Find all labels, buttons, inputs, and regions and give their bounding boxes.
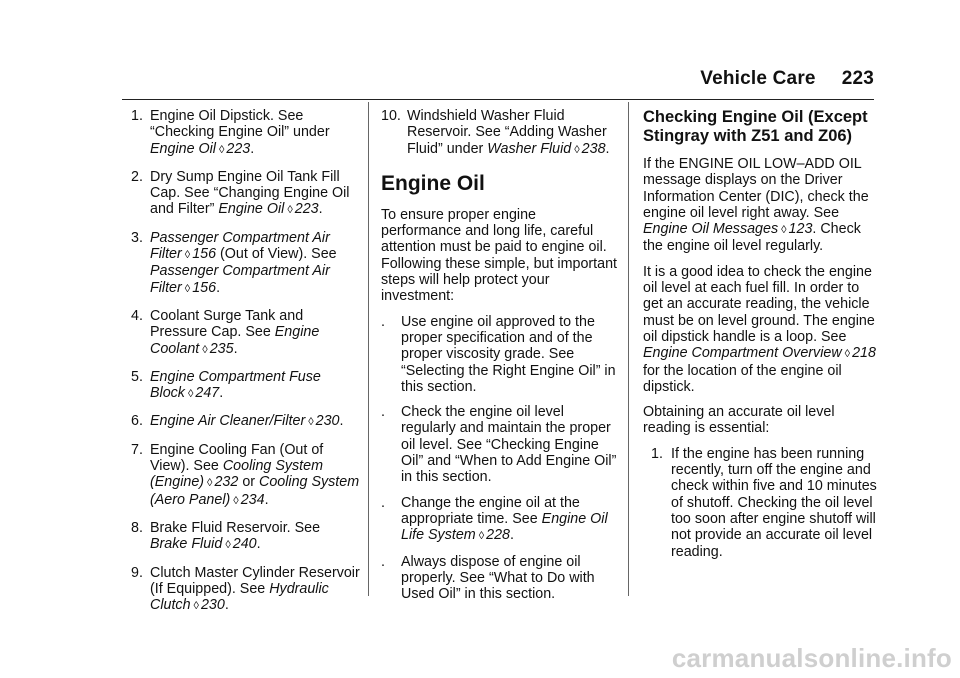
item-text: Passenger Compartment Air Filter ◊ 156 (Out of View). See Passenger Compartment Air Filter ◊ 156. — [150, 229, 337, 296]
bullet-item — [381, 404, 617, 485]
header-rule — [122, 99, 874, 100]
bullet-item — [381, 495, 617, 545]
cross-reference: Engine Oil Messages — [643, 221, 779, 238]
item-number: 4. — [131, 307, 143, 324]
item-number: . — [381, 494, 385, 511]
page-reference-number: 232 — [214, 474, 239, 491]
page-reference-number: 230 — [200, 597, 225, 614]
item-number: . — [381, 313, 385, 330]
watermark: carmanualsonline.info — [671, 643, 952, 673]
item-text: Engine Oil Dipstick. See “Checking Engine Oil” under Engine Oil ◊ 223. — [150, 108, 330, 157]
item-number: 1. — [131, 108, 143, 124]
page-reference-number: 247 — [195, 385, 220, 402]
page-reference-icon: ◊ — [574, 143, 580, 156]
callout-list — [131, 108, 361, 614]
cross-reference: Cooling System (Engine) — [150, 458, 323, 491]
page-reference-number: 156 — [192, 246, 217, 263]
cross-reference: Engine Oil — [218, 201, 285, 218]
page-reference-icon: ◊ — [184, 249, 191, 262]
callout-text: Windshield Washer Fluid Reservoir. See “Adding Washer Fluid” under Washer Fluid ◊ 238. — [407, 108, 610, 157]
section-heading: Engine Oil — [381, 171, 485, 195]
step-item — [651, 446, 879, 560]
cross-reference: Brake Fluid — [150, 536, 223, 553]
item-number: 2. — [131, 168, 143, 185]
page-reference-number: 123 — [788, 221, 813, 238]
callout-number: 10. — [381, 108, 401, 124]
column-divider-1 — [368, 102, 369, 596]
page-reference-icon: ◊ — [202, 343, 208, 356]
item-text: Coolant Surge Tank and Pressure Cap. See Engine Coolant ◊ 235. — [150, 307, 320, 357]
item-text: Clutch Master Cylinder Reservoir (If Equipped). See Hydraulic Clutch ◊ 230. — [150, 564, 360, 614]
page-reference-icon: ◊ — [184, 282, 191, 295]
item-text: Dry Sump Engine Oil Tank Fill Cap. See “Changing Engine Oil and Filter” Engine Oil ◊ 223. — [150, 168, 350, 218]
item-text: Engine Cooling Fan (Out of View). See Cooling System (Engine) ◊ 232 or Cooling System (Aero Panel) ◊ 234. — [150, 441, 360, 508]
page-reference-number: 240 — [232, 536, 257, 553]
page-reference-icon: ◊ — [218, 143, 225, 156]
callout-item — [131, 230, 361, 297]
callout-item — [131, 308, 361, 358]
section-title: Vehicle Care — [700, 68, 816, 89]
page-reference-icon: ◊ — [844, 348, 851, 361]
item-number: . — [381, 553, 385, 570]
cross-reference: Passenger Compartment Air Filter — [150, 229, 330, 263]
page-reference-number: 234 — [240, 491, 265, 508]
page-reference-number: 228 — [486, 527, 510, 544]
paragraph: Obtaining an accurate oil level reading is essential: — [643, 404, 835, 437]
callout-item-10 — [381, 108, 617, 158]
cross-reference: Passenger Compartment Air Filter — [150, 263, 330, 296]
page-reference-number: 238 — [581, 140, 606, 157]
step-list — [643, 446, 879, 560]
item-number: 5. — [131, 368, 143, 385]
bullet-item — [381, 314, 617, 395]
callout-item — [131, 442, 361, 509]
cross-reference: Hydraulic Clutch — [150, 580, 329, 614]
item-text: Check the engine oil level regularly and maintain the proper oil level. See “Checking Engine Oil” and “When to Add Engine Oil” in this section. — [401, 404, 617, 486]
paragraph: If the ENGINE OIL LOW–ADD OIL message displays on the Driver Information Center (DIC), check the engine oil level right away. See Engine Oil Messages ◊ 123. Check the engine oil level regularly. — [643, 156, 869, 255]
column-1 — [131, 108, 361, 625]
callout-item — [131, 520, 361, 554]
page-reference-number: 230 — [315, 413, 340, 430]
bullet-list — [381, 314, 617, 603]
page-reference-number: 218 — [852, 345, 876, 362]
paragraphs — [643, 156, 879, 437]
page-reference-icon: ◊ — [781, 224, 787, 237]
intro-paragraph: To ensure proper engine performance and long life, careful attention must be paid to engine oil. Following these simple, but important steps will help protect your investment: — [381, 206, 618, 305]
callout-item — [131, 565, 361, 615]
page-reference-icon: ◊ — [193, 600, 199, 613]
page-number: 223 — [841, 68, 874, 89]
item-text: If the engine has been running recently, turn off the engine and check within five and 10 minutes of shutoff. Checking the oil level too soon after engine shutoff will not provide an accurate oil level reading. — [671, 445, 877, 560]
page-reference-icon: ◊ — [225, 539, 231, 552]
item-number: 6. — [131, 413, 143, 430]
bullet-item — [381, 554, 617, 603]
item-text: Engine Compartment Fuse Block ◊ 247. — [150, 368, 321, 402]
page-reference-icon: ◊ — [207, 477, 213, 490]
callout-item — [131, 413, 361, 430]
page-reference-icon: ◊ — [187, 388, 194, 401]
cross-reference: Engine Oil Life System — [401, 510, 608, 544]
page-reference-icon: ◊ — [287, 204, 293, 217]
paragraph: It is a good idea to check the engine oil level at each fuel fill. In order to get an accurate reading, the vehicle must be on level ground. The engine oil dipstick handle is a loop. See Engine Compartment Overview ◊ 218 for the location of the engine oil dipstick. — [643, 263, 876, 395]
cross-reference: Engine Compartment Fuse Block — [150, 368, 321, 402]
column-2 — [381, 108, 617, 611]
item-number: . — [381, 404, 385, 421]
item-text: Always dispose of engine oil properly. See “What to Do with Used Oil” in this section. — [401, 553, 595, 603]
item-text: Use engine oil approved to the proper specification and of the proper viscosity grade. See “Selecting the Right Engine Oil” in this section. — [401, 313, 616, 395]
item-number: 1. — [651, 445, 663, 462]
item-number: 8. — [131, 519, 143, 536]
column-divider-2 — [628, 102, 629, 596]
cross-reference: Washer Fluid — [487, 140, 572, 157]
subsection-heading: Checking Engine Oil (Except Stingray with Z51 and Z06) — [643, 108, 868, 145]
callout-item — [131, 108, 361, 158]
item-number: 9. — [131, 564, 143, 581]
item-number: 3. — [131, 229, 143, 246]
callout-item — [131, 369, 361, 403]
item-number: 7. — [131, 441, 143, 458]
cross-reference: Engine Oil — [150, 140, 216, 157]
page-reference-icon: ◊ — [233, 494, 239, 507]
page-reference-icon: ◊ — [478, 530, 485, 543]
page-reference-number: 156 — [192, 279, 217, 296]
cross-reference: Engine Coolant — [150, 324, 320, 357]
item-text: Brake Fluid Reservoir. See Brake Fluid ◊ 240. — [150, 519, 321, 553]
cross-reference: Engine Air Cleaner/Filter — [150, 413, 306, 430]
page-header — [700, 68, 874, 90]
item-text: Engine Air Cleaner/Filter ◊ 230. — [150, 413, 344, 430]
item-text: Change the engine oil at the appropriate time. See Engine Oil Life System ◊ 228. — [401, 494, 608, 544]
callout-item — [131, 169, 361, 219]
page-reference-number: 223 — [226, 140, 251, 157]
page-reference-icon: ◊ — [308, 416, 314, 429]
cross-reference: Cooling System (Aero Panel) — [150, 474, 360, 508]
page-reference-number: 223 — [294, 201, 319, 218]
cross-reference: Engine Compartment Overview — [643, 345, 842, 362]
page-reference-number: 235 — [209, 340, 234, 357]
column-3 — [643, 108, 879, 560]
